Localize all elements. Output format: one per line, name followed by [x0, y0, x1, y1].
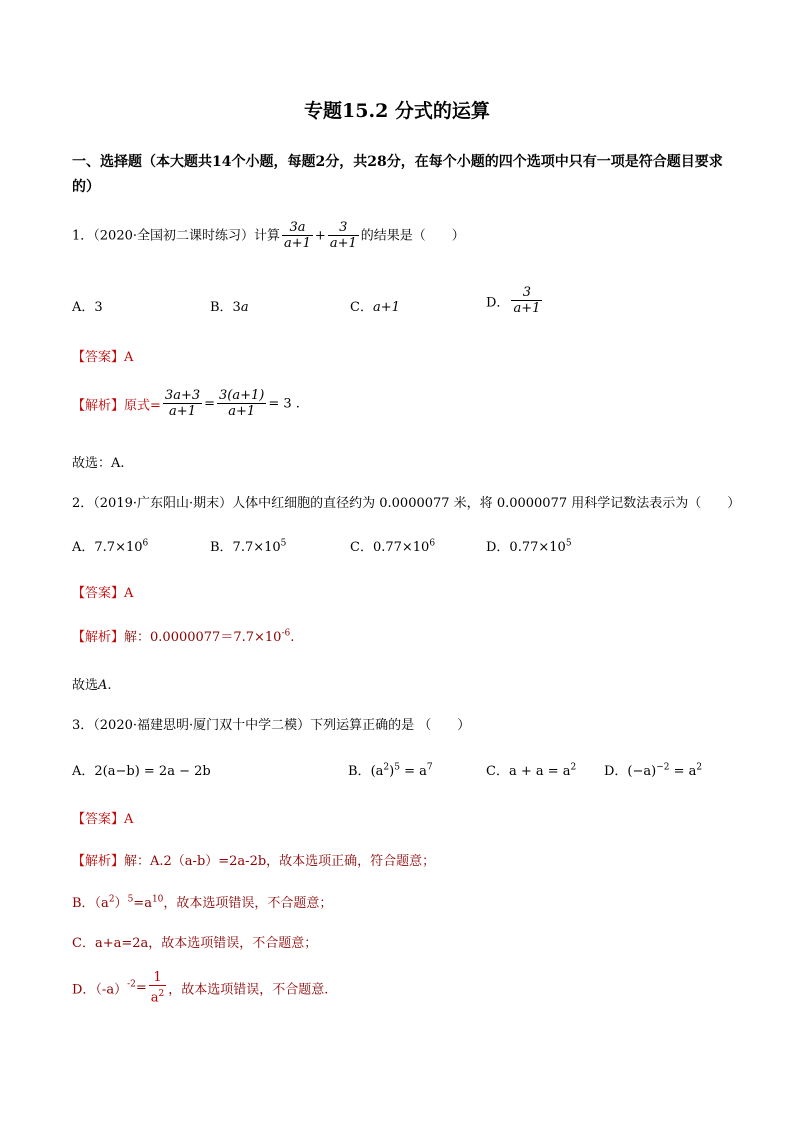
q2-option-b: B．$7.7\times 10^5$ [210, 538, 287, 555]
q2-option-a: A．$7.7\times 10^6$ [72, 538, 149, 555]
q2-conclusion: 故选A. [72, 678, 112, 693]
q3-option-b: B．$(a^2)^5 = a^7$ [348, 762, 433, 779]
question-2-stem: 2．（2019·广东阳山·期末）人体中红细胞的直径约为 0.0000077 米，将 0.0000077 用科学记数法表示为（ ） [72, 496, 741, 511]
plus-sign: + [314, 228, 326, 244]
q1-option-a: A．3 [72, 300, 103, 315]
q1-analysis-fraction-1: $\frac{3a+3}{a+1}$ [164, 388, 201, 419]
q1-option-d: D． $\frac{3}{a+1}$ [486, 285, 541, 316]
q3-analysis-c: C．a+a=2a，故本选项错误，不合题意； [72, 936, 318, 951]
q2-option-c: C．$0.77\times 10^6$ [350, 538, 436, 555]
q3-analysis-b: B．$(a^2)^5=a^{10}$，故本选项错误，不合题意； [72, 894, 333, 911]
q1-answer: 【答案】A [72, 350, 134, 365]
page-title: 专题15.2 分式的运算 [304, 100, 490, 122]
section-heading: 一、选择题（本大题共14个小题，每题2分，共28分，在每个小题的四个选项中只有一项是符合题目要求的） [72, 154, 723, 195]
q3-analysis-a: 【解析】解：A.2（a-b）=2a-2b，故本选项正确，符合题意； [72, 854, 436, 869]
q3-option-a: A．2(a−b) = 2a − 2b [72, 764, 211, 779]
question-1-fraction-2: $\frac{3}{a+1}$ [329, 220, 357, 251]
question-1-stem [72, 220, 465, 252]
q1-option-b: B．3a [210, 300, 249, 315]
question-3-stem: 3．（2020·福建思明·厦门双十中学二模）下列运算正确的是 （ ） [72, 718, 471, 733]
q1-conclusion: 故选：A. [72, 456, 125, 471]
q1-option-c: C．a+1 [350, 300, 400, 315]
q3-analysis-d: D．$(-a)^{-2}=$ $\frac{1}{a^2}$ ，故本选项错误，不合题意. [72, 970, 329, 1006]
q2-analysis: 【解析】解：$0.0000077=7.7\times 10^{-6}$. [72, 628, 295, 645]
question-1-suffix: 的结果是（ ） [360, 228, 465, 244]
q3-option-c: C．$a + a = a^2$ [486, 762, 577, 779]
question-1-prefix: 1．（2020·全国初二课时练习）计算 [72, 228, 280, 244]
q3-answer: 【答案】A [72, 812, 134, 827]
q2-option-d: D．$0.77\times 10^5$ [486, 538, 572, 555]
q3-option-d: D．$(-a)^{-2} = a^2$ [604, 762, 703, 779]
q2-answer: 【答案】A [72, 586, 134, 601]
question-1-fraction-1: $\frac{3a}{a+1}$ [284, 220, 311, 251]
q1-analysis: 【解析】原式= $\frac{3a+3}{a+1}$ = $\frac{3(a+1)}{a+1}$ = 3 . [72, 388, 300, 419]
q1-analysis-fraction-2: $\frac{3(a+1)}{a+1}$ [219, 388, 265, 419]
